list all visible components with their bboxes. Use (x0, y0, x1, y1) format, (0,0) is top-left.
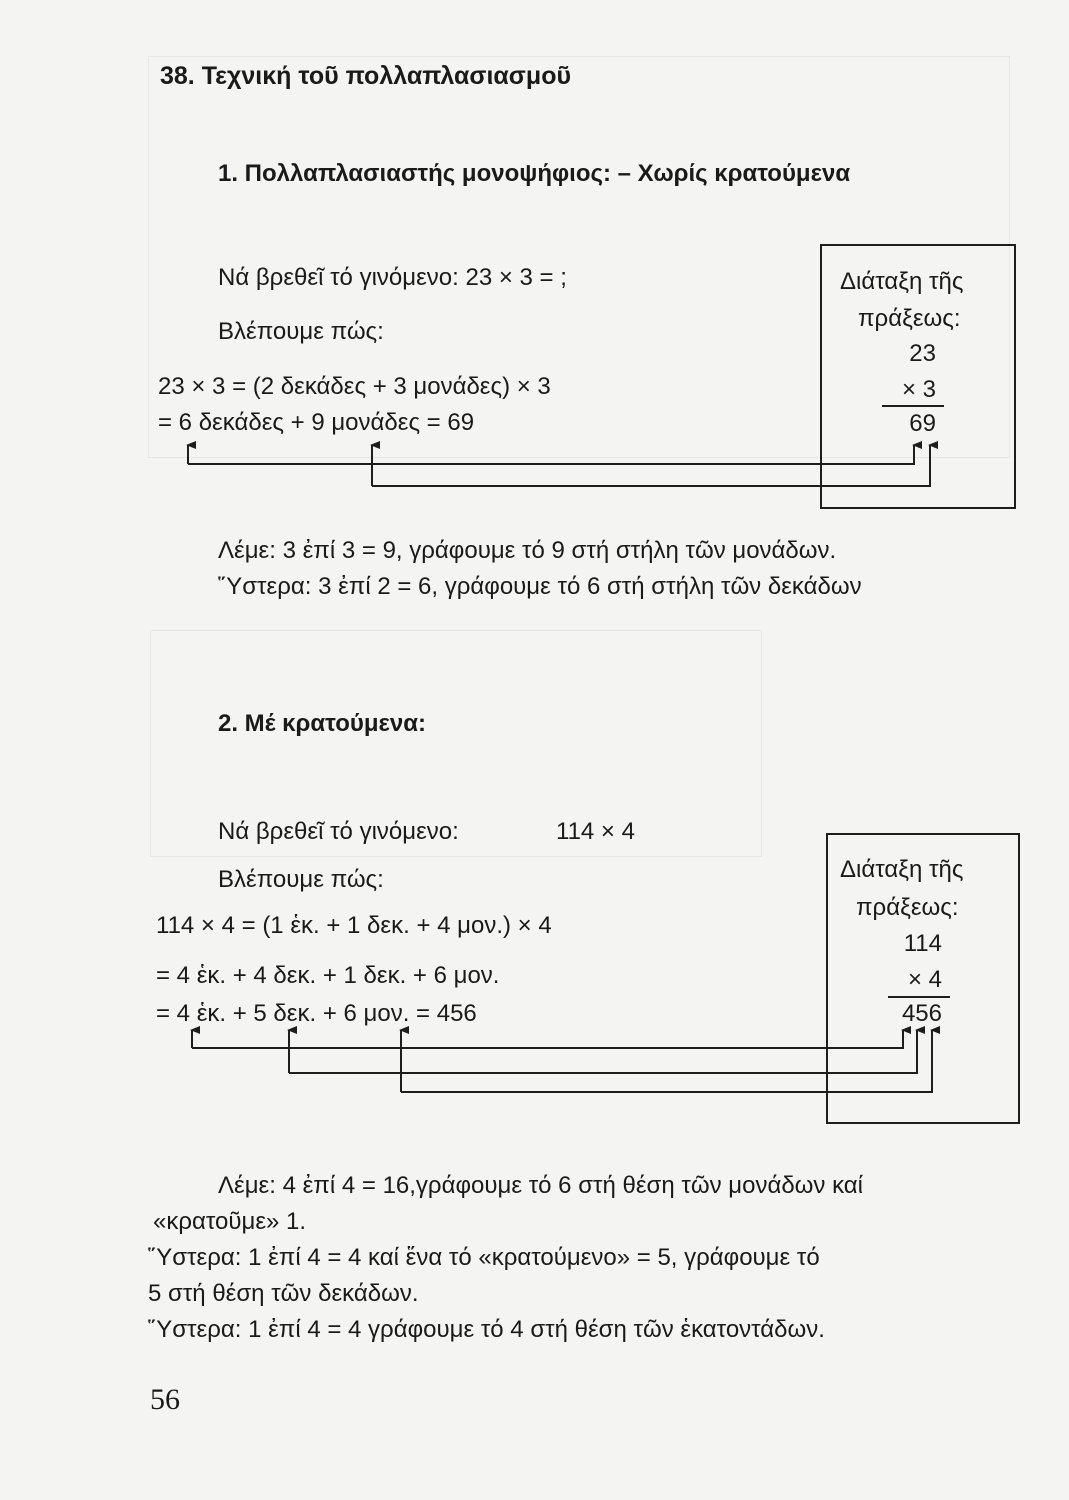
part2-equation-line2: = 4 ἑκ. + 4 δεκ. + 1 δεκ. + 6 μον. (156, 962, 500, 989)
part1-say: Λέμε: 3 ἐπί 3 = 9, γράφουμε τό 9 στή στήλη τῶν μονάδων. (218, 537, 837, 564)
part2-result: 456 (901, 1000, 942, 1027)
part1-box-title2: πράξεως: (858, 305, 961, 332)
part1-multiplier: × 3 (901, 376, 936, 403)
part2-say-line2: «κρατοῦμε» 1. (153, 1208, 307, 1235)
part2-find-product-label: Νά βρεθεῖ τό γινόμενο: (218, 818, 459, 845)
part2-then1-line2: 5 στή θέση τῶν δεκάδων. (148, 1280, 419, 1307)
part1-box-title1: Διάταξη τῆς (840, 268, 964, 295)
part2-say-line1: Λέμε: 4 ἐπί 4 = 16,γράφουμε τό 6 στή θέση τῶν μονάδων καί (218, 1172, 863, 1199)
part2-box-title1: Διάταξη τῆς (840, 856, 964, 883)
part2-equation-line3: = 4 ἑκ. + 5 δεκ. + 6 μον. = 456 (156, 1000, 477, 1027)
part2-then1-line1: Ὕστερα: 1 ἐπί 4 = 4 καί ἕνα τό «κρατούμενο» = 5, γράφουμε τό (148, 1244, 820, 1271)
part2-multiplicand: 114 (903, 930, 942, 957)
part1-equation-line1: 23 × 3 = (2 δεκάδες + 3 μονάδες) × 3 (158, 373, 551, 400)
part2-multiplier: × 4 (907, 966, 942, 993)
part1-then: Ὕστερα: 3 ἐπί 2 = 6, γράφουμε τό 6 στή στήλη τῶν δεκάδων (218, 573, 862, 600)
page-number: 56 (150, 1383, 180, 1416)
part1-heading: 1. Πολλαπλασιαστής μονοψήφιος: – Χωρίς κρατούμενα (218, 160, 851, 187)
part1-multiplicand: 23 (909, 340, 936, 367)
part2-find-product-expr: 114 × 4 (556, 818, 635, 845)
part2-we-see: Βλέπουμε πώς: (218, 866, 384, 893)
part1-equation-line2: = 6 δεκάδες + 9 μονάδες = 69 (158, 409, 475, 436)
part2-equation-line1: 114 × 4 = (1 ἑκ. + 1 δεκ. + 4 μον.) × 4 (156, 912, 552, 939)
part1-result: 69 (909, 410, 936, 437)
part1-we-see: Βλέπουμε πώς: (218, 318, 384, 345)
part2-heading: 2. Μέ κρατούμενα: (218, 710, 426, 737)
part1-find-product: Νά βρεθεῖ τό γινόμενο: 23 × 3 = ; (218, 264, 567, 291)
part2-then2: Ὕστερα: 1 ἐπί 4 = 4 γράφουμε τό 4 στή θέση τῶν ἑκατοντάδων. (148, 1316, 825, 1343)
part2-box-title2: πράξεως: (856, 894, 959, 921)
section-title: 38. Τεχνική τοῦ πολλαπλασιασμοῦ (160, 62, 572, 90)
